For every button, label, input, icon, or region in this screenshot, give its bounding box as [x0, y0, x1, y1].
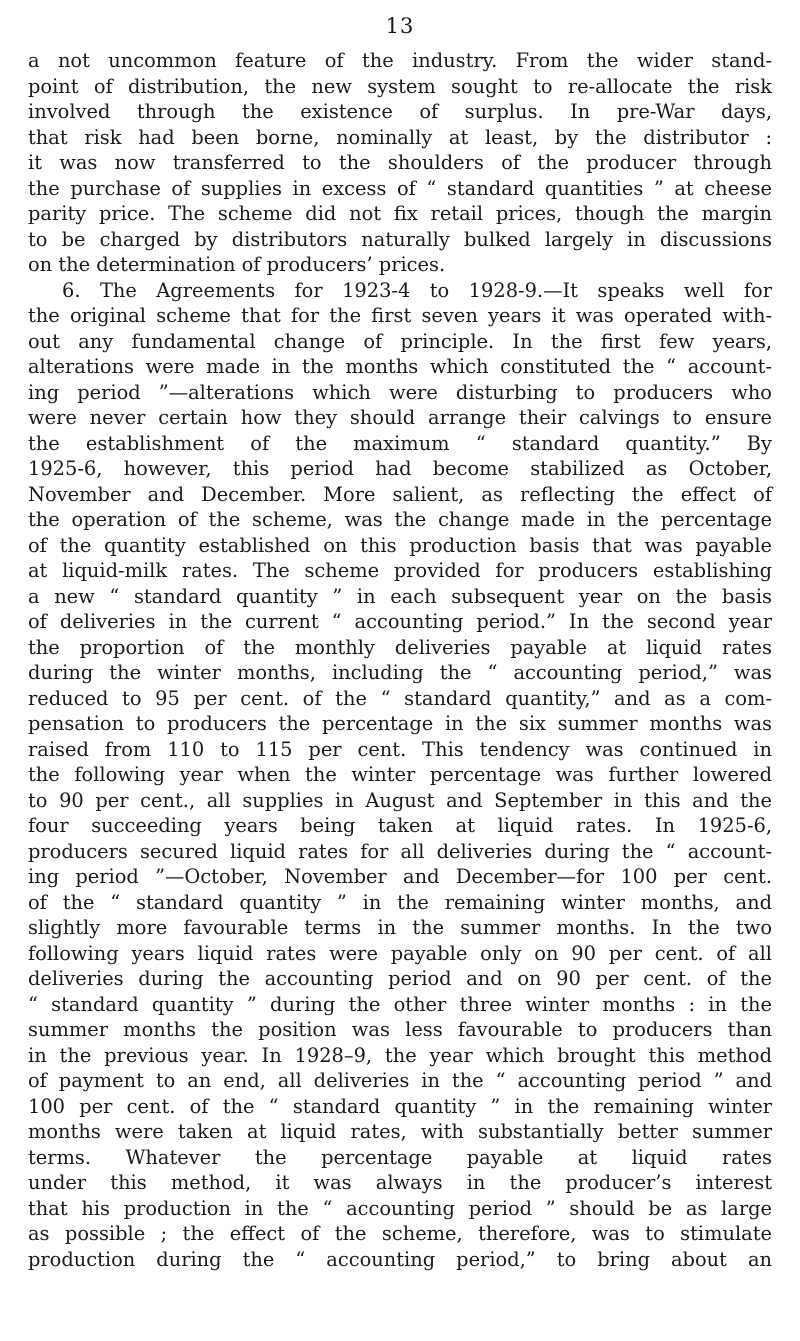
text-line: a not uncommon feature of the industry. From the wider stand- — [28, 49, 772, 72]
text-line: November and December. More salient, as reflecting the effect of — [28, 482, 772, 506]
text-line: the proportion of the monthly deliveries payable at liquid rates — [28, 635, 772, 659]
paragraph-agreements-1923-1929 — [28, 278, 772, 1273]
text-line: ing period ”—alterations which were disturbing to producers who — [28, 380, 772, 404]
text-line: 6. The Agreements for 1923-4 to 1928-9.—It speaks well for — [62, 278, 772, 302]
body-text — [28, 48, 772, 1272]
paragraph-distribution-risk — [28, 48, 772, 278]
text-line: raised from 110 to 115 per cent. This tendency was continued in — [28, 737, 772, 761]
text-line: following years liquid rates were payable only on 90 per cent. of all — [28, 941, 772, 965]
text-line: the operation of the scheme, was the change made in the percentage — [28, 508, 772, 531]
text-line: were never certain how they should arrange their calvings to ensure — [28, 406, 772, 429]
text-line: deliveries during the accounting period and on 90 per cent. of the — [28, 967, 772, 990]
page-number: 13 — [385, 14, 415, 38]
text-line: parity price. The scheme did not fix retail prices, though the margin — [28, 202, 772, 225]
text-line: ing period ”—October, November and December—for 100 per cent. — [28, 865, 772, 888]
text-line: a new “ standard quantity ” in each subsequent year on the basis — [28, 584, 772, 608]
text-line: of the “ standard quantity ” in the remaining winter months, and — [28, 890, 772, 914]
text-line: as possible ; the effect of the scheme, therefore, was to stimulate — [28, 1222, 772, 1245]
text-line: months were taken at liquid rates, with substantially better summer — [28, 1120, 772, 1143]
text-line: point of distribution, the new system sought to re-allocate the risk — [28, 74, 772, 98]
text-line: in the previous year. In 1928–9, the year which brought this method — [28, 1043, 772, 1067]
text-line: on the determination of producers’ prices. — [28, 253, 446, 276]
text-line: it was now transferred to the shoulders of the producer through — [28, 151, 772, 174]
text-line: the following year when the winter percentage was further lowered — [28, 763, 772, 786]
text-line: of deliveries in the current “ accounting period.” In the second year — [28, 610, 772, 633]
text-line: four succeeding years being taken at liquid rates. In 1925-6, — [28, 814, 772, 837]
text-line: reduced to 95 per cent. of the “ standard quantity,” and as a com- — [28, 686, 772, 710]
text-line: involved through the existence of surplus. In pre-War days, — [28, 100, 772, 123]
text-line: the purchase of supplies in excess of “ standard quantities ” at cheese — [28, 176, 772, 200]
text-line: producers secured liquid rates for all deliveries during the “ account- — [28, 839, 772, 863]
text-line: under this method, it was always in the producer’s interest — [28, 1171, 772, 1194]
text-line: to be charged by distributors naturally bulked largely in discussions — [28, 227, 772, 251]
text-line: slightly more favourable terms in the summer months. In the two — [28, 916, 772, 939]
text-line: during the winter months, including the “ accounting period,” was — [28, 661, 772, 684]
text-line: alterations were made in the months which constituted the “ account- — [28, 355, 772, 378]
text-line: at liquid-milk rates. The scheme provided for producers establishing — [28, 559, 772, 582]
text-line: of payment to an end, all deliveries in the “ accounting period ” and — [28, 1069, 772, 1092]
text-line: terms. Whatever the percentage payable at liquid rates — [28, 1145, 772, 1169]
text-line: that risk had been borne, nominally at least, by the distributor : — [28, 125, 772, 149]
text-line: the establishment of the maximum “ standard quantity.” By — [28, 431, 772, 455]
text-line: 1925-6, however, this period had become stabilized as October, — [28, 457, 772, 480]
text-line: of the quantity established on this production basis that was payable — [28, 533, 772, 557]
text-line: pensation to producers the percentage in the six summer months was — [28, 712, 772, 735]
text-line: the original scheme that for the first seven years it was operated with- — [28, 304, 772, 327]
text-line: to 90 per cent., all supplies in August and September in this and the — [28, 788, 772, 812]
text-line: production during the “ accounting period,” to bring about an — [28, 1247, 772, 1271]
text-line: that his production in the “ accounting period ” should be as large — [28, 1196, 772, 1220]
text-line: 100 per cent. of the “ standard quantity ” in the remaining winter — [28, 1094, 772, 1118]
text-line: summer months the position was less favourable to producers than — [28, 1018, 772, 1041]
text-line: “ standard quantity ” during the other three winter months : in the — [28, 992, 772, 1016]
text-line: out any fundamental change of principle. In the first few years, — [28, 329, 772, 353]
